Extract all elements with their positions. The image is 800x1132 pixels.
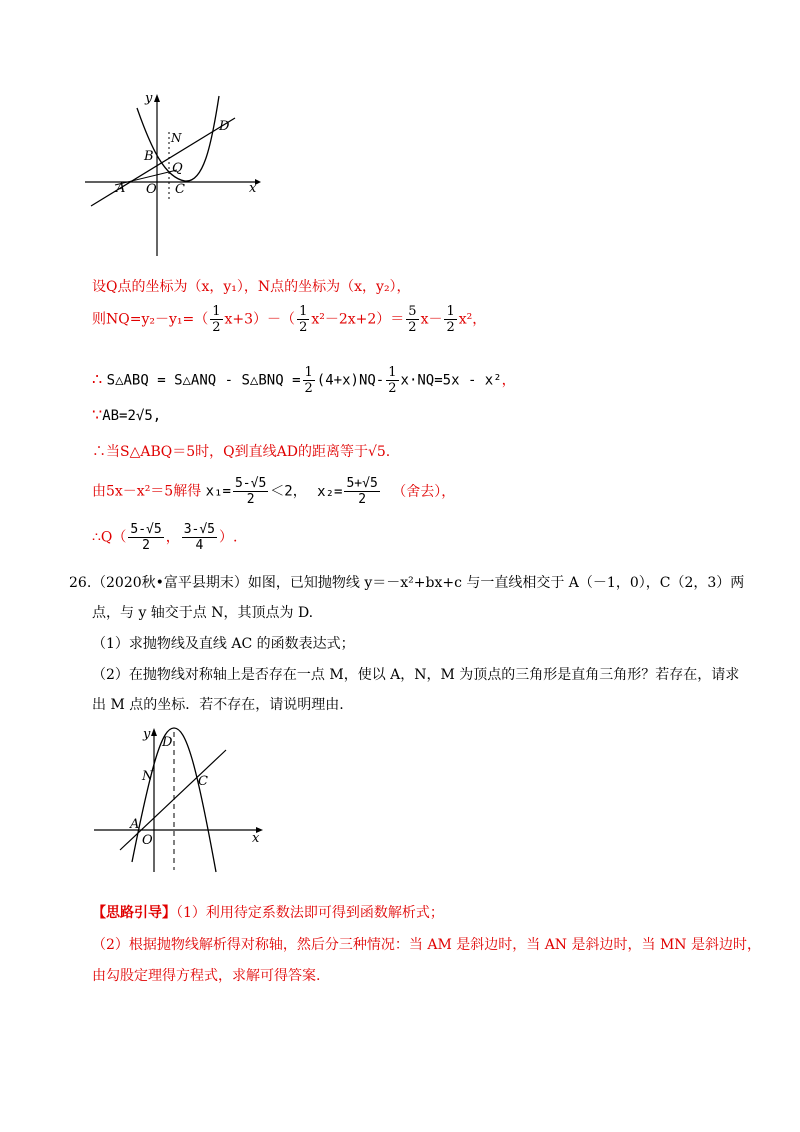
guide-line-1: 【思路引导】（1）利用待定系数法即可得到函数解析式； bbox=[92, 905, 444, 921]
fig2-label-y: y bbox=[143, 727, 151, 742]
therefore-symbol: ∴ bbox=[92, 369, 103, 389]
fig1-label-x: x bbox=[249, 181, 257, 196]
fig1-label-y: y bbox=[145, 91, 153, 106]
fig1-label-c: C bbox=[175, 182, 185, 197]
solution-line-6: 由5x－x²＝5解得 x₁= $\frac{5-√5}{2}$ ＜2， x₂= $\frac{5+√5}{2}$ （舍去）， bbox=[92, 476, 456, 507]
figure-1-graph bbox=[85, 88, 265, 260]
problem-question-2-line-2: 出 M 点的坐标．若不存在，请说明理由. bbox=[92, 697, 344, 713]
fig1-label-b: B bbox=[144, 149, 154, 164]
guide-line-3: 由勾股定理得方程式，求解可得答案. bbox=[92, 968, 321, 984]
fraction: $\frac{1}{2}$ bbox=[388, 365, 397, 396]
fraction: $\frac{5-√5}{2}$ bbox=[130, 522, 162, 553]
fraction: $\frac{1}{2}$ bbox=[446, 304, 455, 335]
fig1-y-arrow bbox=[154, 94, 160, 102]
fraction: $\frac{5-√5}{2}$ bbox=[234, 476, 267, 507]
fig1-label-n: N bbox=[171, 131, 182, 145]
because-symbol: ∵ bbox=[92, 405, 103, 424]
fig1-label-o: O bbox=[146, 182, 157, 197]
solution-line-2-prefix: 则NQ=y₂－y₁=（ bbox=[92, 311, 209, 328]
solution-line-4: ∵AB=2√5, bbox=[92, 405, 162, 424]
fraction: $\frac{1}{2}$ bbox=[304, 365, 313, 396]
fraction: $\frac{3-√5}{4}$ bbox=[183, 522, 216, 553]
fig2-label-d: D bbox=[162, 735, 173, 750]
fraction: $\frac{1}{2}$ bbox=[212, 304, 221, 335]
problem-number: 26. bbox=[69, 575, 92, 591]
solution-line-7: ∴Q（ $\frac{5-√5}{2}$ ， $\frac{3-√5}{4}$ ）. bbox=[92, 522, 238, 553]
fraction: $\frac{1}{2}$ bbox=[299, 304, 308, 335]
problem-line-1: （2020秋•富平县期末）如图，已知抛物线 y＝－x²+bx+c 与一直线相交于 A（－1，0），C（2，3）两 bbox=[92, 575, 745, 591]
solution-line-5: ∴当S△ABQ＝5时，Q到直线AD的距离等于√5. bbox=[92, 444, 391, 460]
solution-line-3: ∴ S△ABQ = S△ANQ - S△BNQ = $\frac{1}{2}$ (4+x)NQ- $\frac{1}{2}$ x·NQ=5x - x²， bbox=[92, 365, 516, 396]
fraction: $\frac{5+√5}{2}$ bbox=[346, 476, 378, 507]
fig2-label-a: A bbox=[130, 817, 140, 832]
guide-tag: 【思路引导】 bbox=[92, 905, 176, 921]
fig2-label-o: O bbox=[142, 833, 153, 848]
fig1-label-q: Q bbox=[172, 161, 183, 176]
fraction: $\frac{5}{2}$ bbox=[408, 304, 417, 335]
figure-2-graph bbox=[92, 722, 272, 878]
solution-line-2: 则NQ=y₂－y₁=（ $\frac{1}{2}$ x+3）－（ $\frac{1}{2}$ x²－2x+2）＝ $\frac{5}{2}$ x－ $\frac{1}{2}$ x²， bbox=[92, 304, 487, 335]
fig1-label-d: D bbox=[219, 119, 230, 134]
fig2-label-n: N bbox=[142, 769, 154, 784]
fig2-y-arrow bbox=[151, 728, 157, 736]
problem-question-1: （1）求抛物线及直线 AC 的函数表达式； bbox=[92, 636, 355, 652]
fig2-label-c: C bbox=[198, 774, 208, 789]
guide-line-2: （2）根据抛物线解析得对称轴，然后分三种情况：当 AM 是斜边时，当 AN 是斜边时，当 MN 是斜边时， bbox=[92, 937, 761, 953]
fig2-label-x: x bbox=[252, 831, 260, 846]
fig2-line-ac bbox=[120, 750, 226, 850]
problem-question-2-line-1: （2）在抛物线对称轴上是否存在一点 M，使以 A，N，M 为顶点的三角形是直角三角形？若存在，请求 bbox=[92, 667, 740, 683]
problem-line-2: 点，与 y 轴交于点 N，其顶点为 D. bbox=[92, 605, 314, 621]
solution-line-1: 设Q点的坐标为（x，y₁），N点的坐标为（x，y₂）， bbox=[92, 279, 411, 295]
fig1-label-a: A bbox=[116, 181, 126, 196]
